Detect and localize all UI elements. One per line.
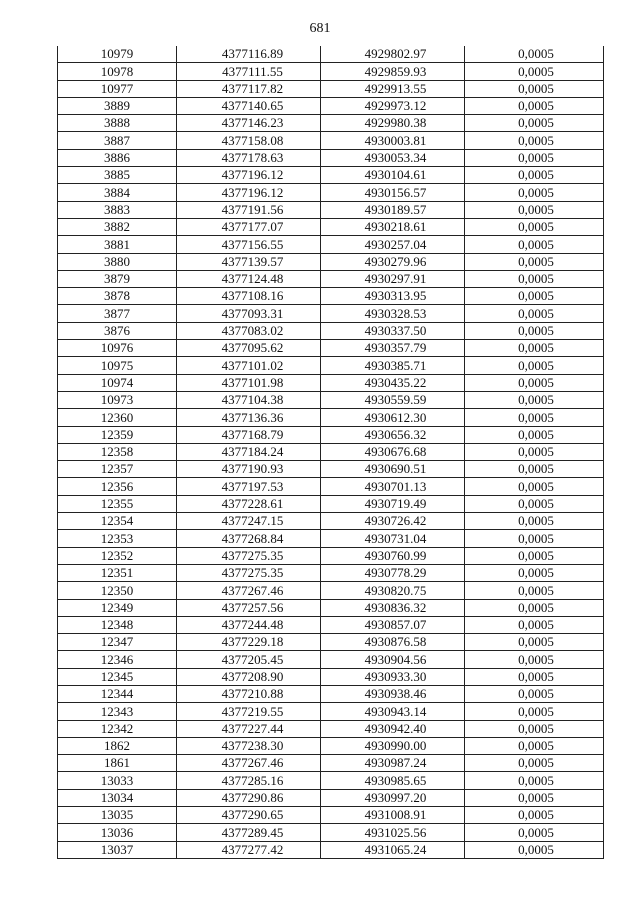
- point-number-cell: 1861: [58, 755, 177, 772]
- point-number-cell: 3877: [58, 305, 177, 322]
- accuracy-value-cell: 0,0005: [465, 288, 604, 305]
- x-coordinate-cell: 4377191.56: [177, 201, 321, 218]
- y-coordinate-cell: 4930904.56: [321, 651, 465, 668]
- y-coordinate-cell: 4930435.22: [321, 374, 465, 391]
- table-row: [58, 426, 604, 443]
- table-row: [58, 478, 604, 495]
- y-coordinate-cell: 4930820.75: [321, 582, 465, 599]
- point-number-cell: 12360: [58, 409, 177, 426]
- point-number-cell: 10975: [58, 357, 177, 374]
- accuracy-value-cell: 0,0005: [465, 46, 604, 63]
- accuracy-value-cell: 0,0005: [465, 374, 604, 391]
- x-coordinate-cell: 4377139.57: [177, 253, 321, 270]
- table-row: [58, 46, 604, 63]
- accuracy-value-cell: 0,0005: [465, 461, 604, 478]
- point-number-cell: 12346: [58, 651, 177, 668]
- table-row: [58, 582, 604, 599]
- table-row: [58, 841, 604, 858]
- accuracy-value-cell: 0,0005: [465, 115, 604, 132]
- x-coordinate-cell: 4377227.44: [177, 720, 321, 737]
- point-number-cell: 3878: [58, 288, 177, 305]
- accuracy-value-cell: 0,0005: [465, 97, 604, 114]
- point-number-cell: 12343: [58, 703, 177, 720]
- table-row: [58, 167, 604, 184]
- x-coordinate-cell: 4377124.48: [177, 270, 321, 287]
- table-row: [58, 564, 604, 581]
- accuracy-value-cell: 0,0005: [465, 772, 604, 789]
- y-coordinate-cell: 4930257.04: [321, 236, 465, 253]
- table-row: [58, 305, 604, 322]
- table-row: [58, 340, 604, 357]
- coordinates-table: [57, 46, 604, 859]
- accuracy-value-cell: 0,0005: [465, 789, 604, 806]
- x-coordinate-cell: 4377238.30: [177, 737, 321, 754]
- y-coordinate-cell: 4930003.81: [321, 132, 465, 149]
- point-number-cell: 12358: [58, 443, 177, 460]
- x-coordinate-cell: 4377190.93: [177, 461, 321, 478]
- y-coordinate-cell: 4930612.30: [321, 409, 465, 426]
- x-coordinate-cell: 4377267.46: [177, 582, 321, 599]
- point-number-cell: 12351: [58, 564, 177, 581]
- table-row: [58, 443, 604, 460]
- x-coordinate-cell: 4377267.46: [177, 755, 321, 772]
- point-number-cell: 12347: [58, 634, 177, 651]
- x-coordinate-cell: 4377275.35: [177, 564, 321, 581]
- y-coordinate-cell: 4930328.53: [321, 305, 465, 322]
- y-coordinate-cell: 4931025.56: [321, 824, 465, 841]
- y-coordinate-cell: 4930297.91: [321, 270, 465, 287]
- table-row: [58, 599, 604, 616]
- accuracy-value-cell: 0,0005: [465, 634, 604, 651]
- y-coordinate-cell: 4931065.24: [321, 841, 465, 858]
- point-number-cell: 3876: [58, 322, 177, 339]
- point-number-cell: 3888: [58, 115, 177, 132]
- accuracy-value-cell: 0,0005: [465, 63, 604, 80]
- x-coordinate-cell: 4377244.48: [177, 616, 321, 633]
- y-coordinate-cell: 4930676.68: [321, 443, 465, 460]
- y-coordinate-cell: 4929980.38: [321, 115, 465, 132]
- point-number-cell: 13035: [58, 807, 177, 824]
- point-number-cell: 3887: [58, 132, 177, 149]
- point-number-cell: 3881: [58, 236, 177, 253]
- point-number-cell: 13037: [58, 841, 177, 858]
- accuracy-value-cell: 0,0005: [465, 755, 604, 772]
- table-row: [58, 616, 604, 633]
- y-coordinate-cell: 4930690.51: [321, 461, 465, 478]
- x-coordinate-cell: 4377257.56: [177, 599, 321, 616]
- y-coordinate-cell: 4930104.61: [321, 167, 465, 184]
- x-coordinate-cell: 4377108.16: [177, 288, 321, 305]
- x-coordinate-cell: 4377285.16: [177, 772, 321, 789]
- table-row: [58, 218, 604, 235]
- y-coordinate-cell: 4929859.93: [321, 63, 465, 80]
- table-row: [58, 685, 604, 702]
- point-number-cell: 12356: [58, 478, 177, 495]
- point-number-cell: 12353: [58, 530, 177, 547]
- table-row: [58, 461, 604, 478]
- x-coordinate-cell: 4377247.15: [177, 513, 321, 530]
- y-coordinate-cell: 4930656.32: [321, 426, 465, 443]
- x-coordinate-cell: 4377275.35: [177, 547, 321, 564]
- accuracy-value-cell: 0,0005: [465, 167, 604, 184]
- point-number-cell: 12349: [58, 599, 177, 616]
- table-row: [58, 97, 604, 114]
- table-row: [58, 391, 604, 408]
- accuracy-value-cell: 0,0005: [465, 703, 604, 720]
- y-coordinate-cell: 4930943.14: [321, 703, 465, 720]
- x-coordinate-cell: 4377104.38: [177, 391, 321, 408]
- point-number-cell: 10974: [58, 374, 177, 391]
- x-coordinate-cell: 4377140.65: [177, 97, 321, 114]
- point-number-cell: 12355: [58, 495, 177, 512]
- accuracy-value-cell: 0,0005: [465, 132, 604, 149]
- accuracy-value-cell: 0,0005: [465, 720, 604, 737]
- y-coordinate-cell: 4930053.34: [321, 149, 465, 166]
- y-coordinate-cell: 4929913.55: [321, 80, 465, 97]
- x-coordinate-cell: 4377093.31: [177, 305, 321, 322]
- x-coordinate-cell: 4377289.45: [177, 824, 321, 841]
- accuracy-value-cell: 0,0005: [465, 253, 604, 270]
- y-coordinate-cell: 4930279.96: [321, 253, 465, 270]
- accuracy-value-cell: 0,0005: [465, 737, 604, 754]
- y-coordinate-cell: 4930857.07: [321, 616, 465, 633]
- accuracy-value-cell: 0,0005: [465, 841, 604, 858]
- y-coordinate-cell: 4930701.13: [321, 478, 465, 495]
- point-number-cell: 3885: [58, 167, 177, 184]
- y-coordinate-cell: 4930156.57: [321, 184, 465, 201]
- point-number-cell: 10978: [58, 63, 177, 80]
- table-row: [58, 184, 604, 201]
- table-row: [58, 357, 604, 374]
- accuracy-value-cell: 0,0005: [465, 513, 604, 530]
- x-coordinate-cell: 4377205.45: [177, 651, 321, 668]
- table-row: [58, 720, 604, 737]
- y-coordinate-cell: 4930933.30: [321, 668, 465, 685]
- table-row: [58, 737, 604, 754]
- table-row: [58, 201, 604, 218]
- table-row: [58, 63, 604, 80]
- accuracy-value-cell: 0,0005: [465, 149, 604, 166]
- table-row: [58, 668, 604, 685]
- accuracy-value-cell: 0,0005: [465, 685, 604, 702]
- table-row: [58, 409, 604, 426]
- accuracy-value-cell: 0,0005: [465, 530, 604, 547]
- x-coordinate-cell: 4377101.98: [177, 374, 321, 391]
- y-coordinate-cell: 4930337.50: [321, 322, 465, 339]
- x-coordinate-cell: 4377178.63: [177, 149, 321, 166]
- point-number-cell: 3884: [58, 184, 177, 201]
- x-coordinate-cell: 4377156.55: [177, 236, 321, 253]
- y-coordinate-cell: 4930987.24: [321, 755, 465, 772]
- y-coordinate-cell: 4930997.20: [321, 789, 465, 806]
- x-coordinate-cell: 4377101.02: [177, 357, 321, 374]
- point-number-cell: 10973: [58, 391, 177, 408]
- accuracy-value-cell: 0,0005: [465, 807, 604, 824]
- accuracy-value-cell: 0,0005: [465, 184, 604, 201]
- y-coordinate-cell: 4930719.49: [321, 495, 465, 512]
- accuracy-value-cell: 0,0005: [465, 322, 604, 339]
- accuracy-value-cell: 0,0005: [465, 668, 604, 685]
- accuracy-value-cell: 0,0005: [465, 357, 604, 374]
- point-number-cell: 12342: [58, 720, 177, 737]
- accuracy-value-cell: 0,0005: [465, 824, 604, 841]
- y-coordinate-cell: 4930731.04: [321, 530, 465, 547]
- point-number-cell: 10976: [58, 340, 177, 357]
- table-body: [58, 46, 604, 858]
- table-row: [58, 530, 604, 547]
- point-number-cell: 3886: [58, 149, 177, 166]
- table-row: [58, 322, 604, 339]
- point-number-cell: 12359: [58, 426, 177, 443]
- x-coordinate-cell: 4377197.53: [177, 478, 321, 495]
- point-number-cell: 12354: [58, 513, 177, 530]
- y-coordinate-cell: 4930990.00: [321, 737, 465, 754]
- accuracy-value-cell: 0,0005: [465, 599, 604, 616]
- table-row: [58, 374, 604, 391]
- table-row: [58, 236, 604, 253]
- accuracy-value-cell: 0,0005: [465, 391, 604, 408]
- table-row: [58, 149, 604, 166]
- point-number-cell: 12345: [58, 668, 177, 685]
- table-row: [58, 288, 604, 305]
- accuracy-value-cell: 0,0005: [465, 218, 604, 235]
- y-coordinate-cell: 4930218.61: [321, 218, 465, 235]
- table-row: [58, 132, 604, 149]
- table-row: [58, 547, 604, 564]
- accuracy-value-cell: 0,0005: [465, 236, 604, 253]
- x-coordinate-cell: 4377083.02: [177, 322, 321, 339]
- x-coordinate-cell: 4377208.90: [177, 668, 321, 685]
- y-coordinate-cell: 4929802.97: [321, 46, 465, 63]
- y-coordinate-cell: 4930836.32: [321, 599, 465, 616]
- x-coordinate-cell: 4377196.12: [177, 184, 321, 201]
- y-coordinate-cell: 4930385.71: [321, 357, 465, 374]
- accuracy-value-cell: 0,0005: [465, 582, 604, 599]
- accuracy-value-cell: 0,0005: [465, 409, 604, 426]
- y-coordinate-cell: 4930938.46: [321, 685, 465, 702]
- coordinates-table-container: [57, 46, 603, 859]
- x-coordinate-cell: 4377196.12: [177, 167, 321, 184]
- accuracy-value-cell: 0,0005: [465, 616, 604, 633]
- x-coordinate-cell: 4377228.61: [177, 495, 321, 512]
- table-row: [58, 634, 604, 651]
- point-number-cell: 12350: [58, 582, 177, 599]
- table-row: [58, 651, 604, 668]
- point-number-cell: 3882: [58, 218, 177, 235]
- table-row: [58, 772, 604, 789]
- x-coordinate-cell: 4377290.65: [177, 807, 321, 824]
- point-number-cell: 3889: [58, 97, 177, 114]
- point-number-cell: 10979: [58, 46, 177, 63]
- x-coordinate-cell: 4377290.86: [177, 789, 321, 806]
- x-coordinate-cell: 4377210.88: [177, 685, 321, 702]
- y-coordinate-cell: 4930313.95: [321, 288, 465, 305]
- table-row: [58, 824, 604, 841]
- accuracy-value-cell: 0,0005: [465, 478, 604, 495]
- y-coordinate-cell: 4930778.29: [321, 564, 465, 581]
- y-coordinate-cell: 4930876.58: [321, 634, 465, 651]
- x-coordinate-cell: 4377277.42: [177, 841, 321, 858]
- point-number-cell: 12348: [58, 616, 177, 633]
- accuracy-value-cell: 0,0005: [465, 270, 604, 287]
- table-row: [58, 495, 604, 512]
- page-number: 681: [309, 21, 331, 36]
- point-number-cell: 12352: [58, 547, 177, 564]
- table-row: [58, 789, 604, 806]
- x-coordinate-cell: 4377168.79: [177, 426, 321, 443]
- accuracy-value-cell: 0,0005: [465, 495, 604, 512]
- accuracy-value-cell: 0,0005: [465, 201, 604, 218]
- point-number-cell: 13036: [58, 824, 177, 841]
- accuracy-value-cell: 0,0005: [465, 305, 604, 322]
- table-row: [58, 513, 604, 530]
- accuracy-value-cell: 0,0005: [465, 547, 604, 564]
- table-row: [58, 253, 604, 270]
- x-coordinate-cell: 4377095.62: [177, 340, 321, 357]
- y-coordinate-cell: 4930357.79: [321, 340, 465, 357]
- point-number-cell: 12357: [58, 461, 177, 478]
- accuracy-value-cell: 0,0005: [465, 443, 604, 460]
- table-row: [58, 80, 604, 97]
- accuracy-value-cell: 0,0005: [465, 426, 604, 443]
- y-coordinate-cell: 4930985.65: [321, 772, 465, 789]
- table-row: [58, 755, 604, 772]
- point-number-cell: 10977: [58, 80, 177, 97]
- table-row: [58, 115, 604, 132]
- point-number-cell: 13033: [58, 772, 177, 789]
- point-number-cell: 3883: [58, 201, 177, 218]
- x-coordinate-cell: 4377136.36: [177, 409, 321, 426]
- x-coordinate-cell: 4377184.24: [177, 443, 321, 460]
- y-coordinate-cell: 4930189.57: [321, 201, 465, 218]
- table-row: [58, 703, 604, 720]
- x-coordinate-cell: 4377116.89: [177, 46, 321, 63]
- y-coordinate-cell: 4929973.12: [321, 97, 465, 114]
- accuracy-value-cell: 0,0005: [465, 564, 604, 581]
- point-number-cell: 12344: [58, 685, 177, 702]
- y-coordinate-cell: 4931008.91: [321, 807, 465, 824]
- x-coordinate-cell: 4377268.84: [177, 530, 321, 547]
- x-coordinate-cell: 4377219.55: [177, 703, 321, 720]
- x-coordinate-cell: 4377229.18: [177, 634, 321, 651]
- y-coordinate-cell: 4930726.42: [321, 513, 465, 530]
- accuracy-value-cell: 0,0005: [465, 80, 604, 97]
- x-coordinate-cell: 4377146.23: [177, 115, 321, 132]
- accuracy-value-cell: 0,0005: [465, 651, 604, 668]
- x-coordinate-cell: 4377117.82: [177, 80, 321, 97]
- y-coordinate-cell: 4930942.40: [321, 720, 465, 737]
- point-number-cell: 13034: [58, 789, 177, 806]
- x-coordinate-cell: 4377111.55: [177, 63, 321, 80]
- table-row: [58, 807, 604, 824]
- x-coordinate-cell: 4377158.08: [177, 132, 321, 149]
- point-number-cell: 3879: [58, 270, 177, 287]
- accuracy-value-cell: 0,0005: [465, 340, 604, 357]
- y-coordinate-cell: 4930559.59: [321, 391, 465, 408]
- x-coordinate-cell: 4377177.07: [177, 218, 321, 235]
- point-number-cell: 1862: [58, 737, 177, 754]
- point-number-cell: 3880: [58, 253, 177, 270]
- y-coordinate-cell: 4930760.99: [321, 547, 465, 564]
- table-row: [58, 270, 604, 287]
